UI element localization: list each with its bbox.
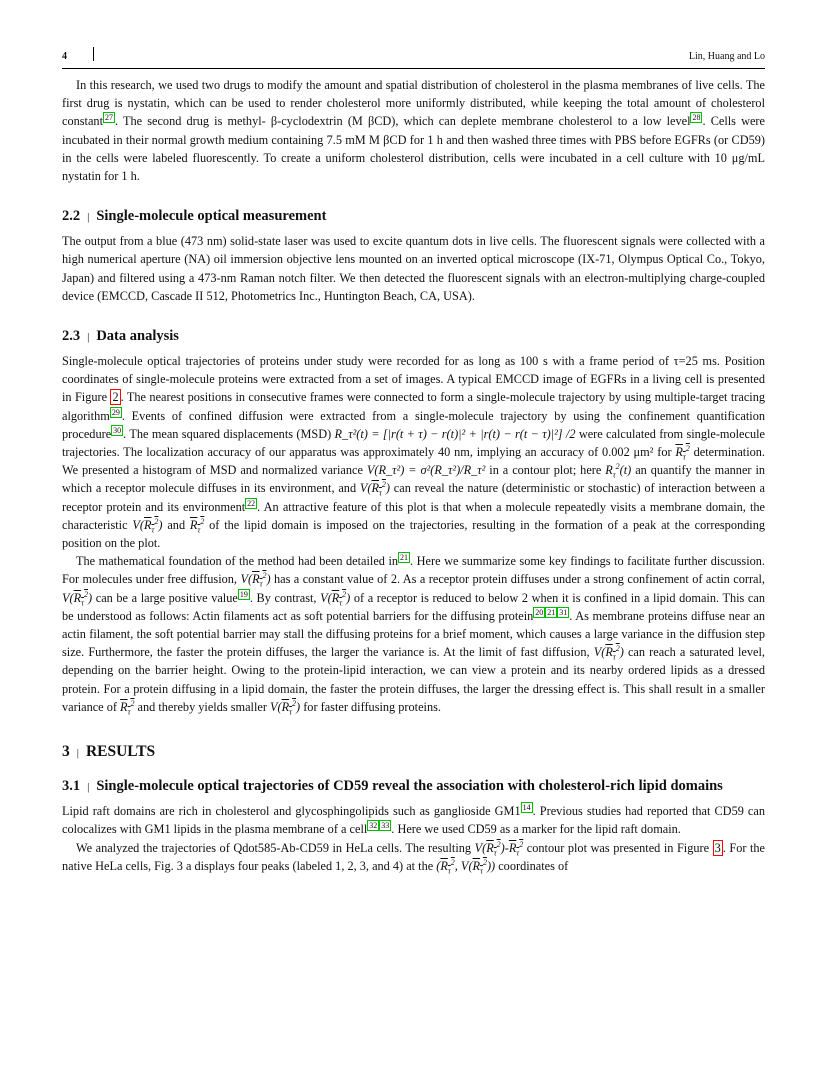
section-2-3-paragraph-1: Single-molecule optical trajectories of proteins under study were recorded for as long as 100 s with a frame period of τ=25 ms. Position coordinates of single-molecule proteins were extracted from a set of images. A typical EMCCD image of EGFRs in a living cell is presented in Figure 2 . The nearest positions in consecutive frames were connected to form a single-molecule trajectory by using multiple-target tracing algorithm $^{29}$ . Events of confined diffusion were extracted from a single-molecule trajectory by using the confinement quantification procedure $^{30}$ . The mean squared displacements (MSD) R_τ²(t) = [|r(t + τ) − r(t)|² + |r(t) − r(t − τ)|²] /2 were calculated from single-molecule trajectories. The localization accuracy of our apparatus was approximately 40 nm, implying an accuracy of 0.002 μm² for $R_\tau^2$ determination. We presented a histogram of MSD and normalized variance V(R_τ²) = σ²(R_τ²)/R_τ² in a contour plot; here $R_\tau^2(t)$ an quantify the manner in which a receptor molecule diffuses in its environment, and $V(R_\tau^2)$ can reveal the nature (deterministic or stochastic) of interaction between a receptor protein and its environment $^{22}$ . An attractive feature of this plot is that when a molecule repeatedly visits a membrane domain, the characteristic $V(R_\tau^2)$ and $R_\tau^2$ of the lipid domain is imposed on the trajectories, resulting in the formation of a peak at the corresponding position on the plot. (62, 354, 766, 551)
section-heading-2-3: 2.3 | Data analysis (62, 328, 179, 345)
citation-link[interactable]: 30 (113, 425, 122, 435)
math-coordinate-pair: ($R_\tau^2$, $V(R_\tau^2)$) (436, 857, 496, 876)
running-header (62, 44, 765, 69)
section-heading-3-1: 3.1 | Single-molecule optical trajectories of CD59 reveal the association with cholesterol-rich lipid domains (62, 778, 723, 795)
citation-link[interactable]: 33 (381, 821, 390, 831)
citation-link[interactable]: 32 (369, 821, 378, 831)
intro-paragraph: In this research, we used two drugs to modify the amount and spatial distribution of cholesterol in the plasma membranes of live cells. The first drug is nystatin, which can be used to render cholesterol more uniformly distributed, while keeping the total amount of cholesterol constant $^{27}$ . The second drug is methyl- β-cyclodextrin (M βCD), which can deplete membrane cholesterol to a low level $^{28}$ . Cells were incubated in their normal growth medium containing 7.5 mM M βCD for 1 h and then washed three times with PBS before EGFRs (or CD59) in the cells were labeled fluorescently. To create a uniform cholesterol distribution, cells were incubated in a cell culture with 10 μg/mL nystatin for 1 h. (62, 78, 765, 184)
math-v-r: $V(R_\tau^2)$ (62, 589, 93, 608)
math-r-tau-squared: $R_\tau^2$ (120, 698, 135, 717)
math-r-tau-squared: $R_\tau^2$ (189, 516, 205, 535)
section-2-2-paragraph: The output from a blue (473 nm) solid-state laser was used to excite quantum dots in live cells. The fluorescent signals were collected with a high numerical aperture (NA) oil immersion objective lens mounted on an inverted optical microscope (IX-71, Olympus Optical Co., Tokyo, Japan) and filtered using a 473-nm Raman notch filter. We then detected the fluorescent signals with an electron-multiplying charge-coupled device (EMCCD, Cascade II 512, Photometrics Inc., Huntington Beach, CA, USA). (62, 234, 765, 303)
math-v-r: $V(R_\tau^2)$ (240, 571, 271, 589)
math-v-r: $V(R_\tau^2)$ (593, 644, 624, 662)
figure-link[interactable]: 2 (112, 390, 119, 405)
page-number: 4 (62, 51, 67, 62)
section-3-1-paragraph-1: Lipid raft domains are rich in cholesterol and glycosphingolipids such as ganglioside GM1 $^{14}$ . Previous studies had reported that CD59 can colocalizes with GM1 lipids in the plasma membrane of a cell $^{32}$ $^{33}$ . Here we used CD59 as a marker for the lipid raft domain. (62, 803, 765, 837)
citation-link[interactable]: 21 (547, 607, 556, 617)
figure-link[interactable]: 3 (714, 840, 721, 855)
math-v-r: $V(R_\tau^2)$ (320, 589, 351, 608)
citation-link[interactable]: 27 (104, 113, 113, 123)
citation-link[interactable]: 20 (535, 607, 544, 617)
citation-link[interactable]: 31 (559, 607, 568, 617)
math-r-tau-squared: $R_\tau^2$ (675, 443, 690, 462)
math-r-tau-squared: $R_\tau^2$ (508, 839, 524, 857)
body-text (62, 76, 765, 875)
citation-link[interactable]: 14 (522, 803, 531, 812)
citation-link[interactable]: 29 (111, 407, 120, 417)
running-authors: Lin, Huang and Lo (688, 51, 765, 62)
citation-link[interactable]: 22 (247, 498, 256, 508)
section-heading-3: 3 | RESULTS (62, 743, 156, 761)
citation-link[interactable]: 28 (692, 113, 701, 123)
msd-equation: R_τ²(t) = [|r(t + τ) − r(t)|² + |r(t) − r(t − τ)|²] /2 (334, 426, 576, 441)
math-v-r: $V(R_\tau^2)$ (474, 839, 505, 857)
header-divider (93, 47, 94, 61)
math-r-tau-squared-t: $R_\tau^2(t)$ (605, 462, 632, 480)
variance-equation: V(R_τ²) = σ²(R_τ²)/R_τ² (366, 463, 486, 478)
math-v-r: $V(R_\tau^2)$ (270, 698, 301, 717)
math-v-r: $V(R_\tau^2)$ (359, 480, 391, 498)
citation-link[interactable]: 19 (239, 589, 248, 599)
section-heading-2-2: 2.2 | Single-molecule optical measurement (62, 208, 327, 225)
citation-link[interactable]: 21 (400, 553, 409, 563)
section-3-1-paragraph-2: We analyzed the trajectories of Qdot585-Ab-CD59 in HeLa cells. The resulting $V(R_\tau^2)-R_\tau^2$ contour plot was presented in Figure 3 . For the native HeLa cells, Fig. 3 a displays four peaks (labeled 1, 2, 3, and 4) at the ($R_\tau^2$, $V(R_\tau^2)$) coordinates of (62, 839, 766, 876)
math-v-r: $V(R_\tau^2)$ (132, 516, 163, 535)
section-2-3-paragraph-2: The mathematical foundation of the method had been detailed in $^{21}$ . Here we summarize some key findings to facilitate further discussion. For molecules under free diffusion, $V(R_\tau^2)$ has a constant value of 2. As a receptor protein diffuses under a strong confinement of actin corral, $V(R_\tau^2)$ can be a large positive value $^{19}$ . By contrast, $V(R_\tau^2)$ of a receptor is reduced to below 2 when it is confined in a lipid domain. This can be understood as follows: Actin filaments act as soft potential barriers for the diffusing protein $^{20}$ $^{21}$ $^{31}$ . As membrane proteins diffuse near an actin filament, the soft potential barrier may stall the diffusing proteins for a brief moment, which causes a large variance in the diffusion step size. Furthermore, the faster the protein diffuses, the larger the variance is. At the limit of fast diffusion, $V(R_\tau^2)$ can reach a saturated level, depending on the barrier height. Owing to the protein-lipid interaction, we can view a protein and its nearby ordered lipids as a dressed protein. For a protein diffusing in a lipid domain, the faster the protein diffuses, the larger the dressing effect is. This shall result in a smaller variance of $R_\tau^2$ and thereby yields smaller $V(R_\tau^2)$ for faster diffusing proteins. (62, 553, 766, 717)
